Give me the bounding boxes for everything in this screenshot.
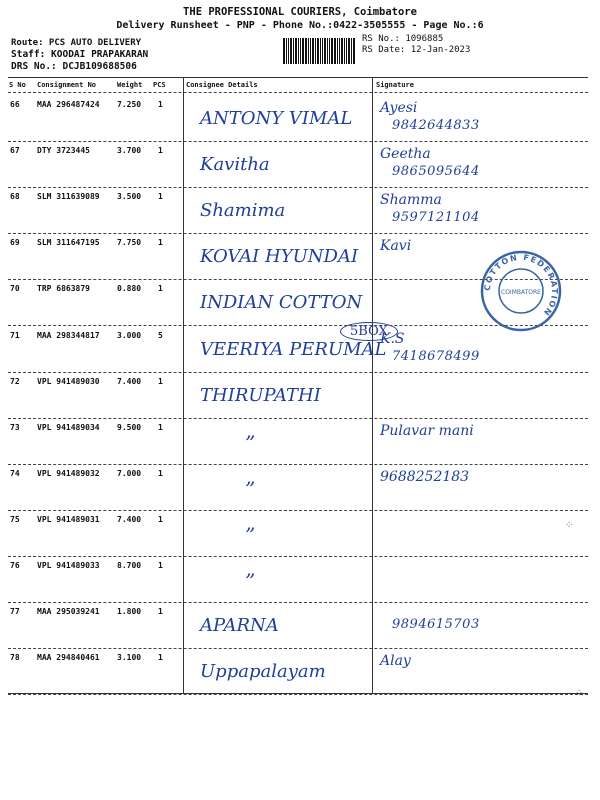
barcode-bar — [348, 38, 351, 64]
barcode-bar — [310, 38, 311, 64]
col-signature: Signature — [376, 81, 414, 89]
consignee-name: INDIAN COTTON — [200, 292, 363, 314]
barcode-bar — [344, 38, 345, 64]
row-pcs: 1 — [158, 284, 163, 294]
row-pcs: 1 — [158, 238, 163, 248]
barcode-bar — [302, 38, 304, 64]
row-weight: 1.800 — [117, 607, 142, 617]
consignee-name: Kavitha — [200, 154, 270, 176]
federation-stamp — [480, 250, 562, 332]
barcode-bar — [351, 38, 352, 64]
row-consignment-no: MAA 294840461 — [37, 653, 100, 663]
barcode-bar — [300, 38, 301, 64]
col-sno: S No — [9, 81, 26, 89]
consignee-name: ANTONY VIMAL — [200, 108, 353, 129]
col-consignee: Consignee Details — [186, 81, 258, 89]
table-row — [0, 603, 600, 649]
scan-speck: ⁘ — [575, 688, 584, 699]
barcode-bar — [290, 38, 293, 64]
row-consignment-no: VPL 941489030 — [37, 376, 100, 386]
row-sno: 73 — [10, 422, 20, 432]
barcode-bar — [320, 38, 321, 64]
row-pcs: 1 — [158, 376, 163, 386]
table-row — [0, 188, 600, 234]
recipient-phone: 9842644833 — [392, 118, 480, 133]
consignee-name: KOVAI HYUNDAI — [200, 246, 359, 268]
stamp-city: COIMBATORE — [501, 289, 541, 296]
row-consignment-no: MAA 295039241 — [37, 607, 100, 617]
recipient-phone: 7418678499 — [392, 348, 480, 364]
barcode-bar — [353, 38, 355, 64]
row-pcs: 1 — [158, 192, 163, 202]
row-consignment-no: TRP 6863879 — [37, 284, 90, 294]
table-row — [0, 649, 600, 695]
barcode-bar — [341, 38, 343, 64]
recipient-signature: Alay — [380, 653, 411, 670]
consignee-name: Uppapalayam — [200, 661, 326, 683]
row-sno: 78 — [10, 653, 20, 663]
barcode-bar — [298, 38, 299, 64]
row-sno: 72 — [10, 376, 20, 386]
row-pcs: 1 — [158, 607, 163, 617]
row-sno: 66 — [10, 100, 20, 109]
row-sno: 69 — [10, 238, 20, 248]
row-sno: 71 — [10, 330, 20, 340]
table-row — [0, 373, 600, 419]
consignee-name: ” — [245, 476, 256, 501]
recipient-signature: Ayesi — [380, 100, 418, 116]
barcode-bar — [312, 38, 314, 64]
table-row — [0, 465, 600, 511]
table-row — [0, 96, 600, 142]
consignee-name: ” — [245, 569, 256, 593]
header-divider — [8, 92, 588, 93]
row-pcs: 1 — [158, 146, 163, 156]
row-consignment-no: MAA 298344817 — [37, 330, 100, 340]
row-sno: 70 — [10, 284, 20, 294]
company-title: THE PROFESSIONAL COURIERS, Coimbatore — [183, 6, 417, 18]
consignee-name: THIRUPATHI — [200, 384, 321, 406]
row-sno: 74 — [10, 468, 20, 478]
barcode-bar — [286, 38, 287, 64]
row-pcs: 5 — [158, 330, 163, 340]
row-sno: 77 — [10, 607, 20, 617]
consignee-name: APARNA — [200, 615, 279, 637]
stamp-ring-text: COTTON FEDERATION — [482, 252, 560, 319]
table-row — [0, 327, 600, 373]
row-weight: 9.500 — [117, 422, 142, 432]
barcode-bar — [329, 38, 330, 64]
table-row — [0, 557, 600, 603]
barcode-bar — [283, 38, 285, 64]
barcode-bar — [346, 38, 347, 64]
drs-label: DRS No.: DCJB109688506 — [11, 61, 137, 72]
recipient-signature: Geetha — [380, 146, 431, 163]
row-weight: 3.700 — [117, 146, 142, 156]
row-consignment-no: VPL 941489031 — [37, 514, 100, 524]
consignee-name: VEERIYA PERUMAL — [200, 338, 387, 360]
barcode-bar — [288, 38, 289, 64]
barcode-bar — [317, 38, 320, 64]
barcode-bar — [295, 38, 297, 64]
rs-number: RS No.: 1096885 — [362, 34, 444, 44]
row-consignment-no: VPL 941489034 — [37, 422, 100, 432]
row-pcs: 1 — [158, 468, 163, 478]
recipient-signature: K.S — [380, 330, 405, 347]
recipient-signature: 9688252183 — [380, 468, 470, 485]
row-weight: 7.750 — [117, 238, 142, 248]
recipient-phone: 9865095644 — [392, 164, 480, 180]
col-weight: Weight — [117, 81, 143, 89]
row-weight: 7.250 — [117, 100, 142, 109]
consignee-name: Shamima — [200, 200, 286, 222]
scan-speck: ⁘ — [565, 520, 574, 531]
recipient-signature: Pulavar mani — [380, 422, 474, 439]
row-weight: 3.100 — [117, 653, 142, 663]
barcode-bar — [305, 38, 308, 64]
runsheet-title: Delivery Runsheet - PNP - Phone No.:0422-3505555 - Page No.:6 — [116, 20, 484, 31]
table-bottom-border — [8, 693, 588, 694]
consignee-name: ” — [245, 430, 256, 455]
staff-label: Staff: KOODAI PRAPAKARAN — [11, 49, 149, 60]
row-weight: 7.000 — [117, 468, 142, 478]
box-count-note: 5BOX — [340, 322, 398, 341]
col-pcs: PCS — [153, 81, 166, 89]
recipient-signature: Kavi — [380, 238, 412, 255]
col-consignment: Consignment No — [37, 81, 97, 89]
row-weight: 3.500 — [117, 192, 142, 202]
table-row — [0, 419, 600, 465]
barcode — [283, 38, 356, 64]
row-consignment-no: VPL 941489032 — [37, 468, 100, 478]
row-weight: 0.880 — [117, 284, 142, 294]
row-pcs: 1 — [158, 100, 163, 109]
rs-date: RS Date: 12-Jan-2023 — [362, 45, 471, 55]
row-weight: 7.400 — [117, 376, 142, 386]
row-sno: 76 — [10, 561, 20, 570]
row-weight: 3.000 — [117, 330, 142, 340]
row-pcs: 1 — [158, 561, 163, 570]
barcode-bar — [308, 38, 309, 64]
row-sno: 68 — [10, 192, 20, 202]
recipient-signature: Shamma — [380, 192, 442, 209]
table-row — [0, 511, 600, 557]
row-divider — [8, 694, 588, 695]
table-top-border — [8, 77, 588, 78]
barcode-bar — [337, 38, 338, 64]
row-pcs: 1 — [158, 422, 163, 432]
barcode-bar — [327, 38, 328, 64]
barcode-bar — [322, 38, 323, 64]
route-label: Route: PCS AUTO DELIVERY — [11, 38, 142, 48]
row-consignment-no: MAA 296487424 — [37, 100, 100, 109]
row-consignment-no: VPL 941489033 — [37, 561, 100, 570]
barcode-bar — [293, 38, 294, 64]
table-row — [0, 142, 600, 188]
consignee-name: ” — [245, 522, 256, 547]
recipient-phone: 9597121104 — [392, 210, 480, 226]
row-consignment-no: DTY 3723445 — [37, 146, 90, 156]
row-weight: 7.400 — [117, 514, 142, 524]
row-consignment-no: SLM 311647195 — [37, 238, 100, 248]
barcode-bar — [339, 38, 340, 64]
row-pcs: 1 — [158, 514, 163, 524]
recipient-phone: 9894615703 — [392, 617, 480, 633]
row-consignment-no: SLM 311639089 — [37, 192, 100, 202]
barcode-bar — [324, 38, 326, 64]
barcode-bar — [331, 38, 334, 64]
barcode-bar — [315, 38, 316, 64]
row-sno: 75 — [10, 514, 20, 524]
row-weight: 8.700 — [117, 561, 142, 570]
row-sno: 67 — [10, 146, 20, 156]
row-pcs: 1 — [158, 653, 163, 663]
barcode-bar — [334, 38, 336, 64]
